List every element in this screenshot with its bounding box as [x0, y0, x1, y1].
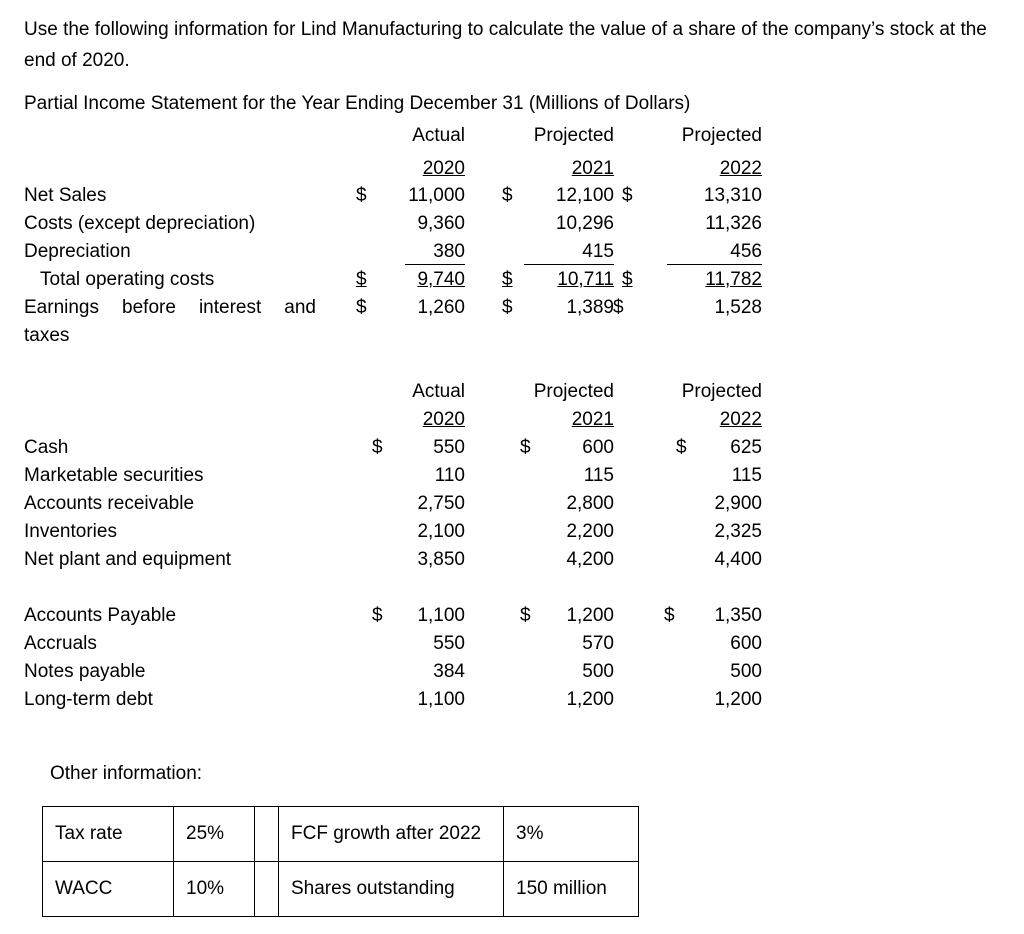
- dollar-sign: $: [676, 437, 687, 458]
- row-label-net-plant: Net plant and equipment: [24, 549, 232, 570]
- total-costs-2020: 9,740: [417, 269, 465, 290]
- notes-2020: 384: [433, 661, 465, 682]
- row-label-total-operating-costs: Total operating costs: [40, 269, 215, 290]
- dollar-sign: $: [520, 605, 531, 626]
- fcf-growth-value: 3%: [504, 807, 639, 862]
- cash-2022: 625: [730, 437, 762, 458]
- dollar-sign: $: [372, 437, 383, 458]
- dollar-sign: $: [356, 269, 367, 290]
- row-label-costs: Costs (except depreciation): [24, 213, 256, 234]
- dollar-sign: $: [520, 437, 531, 458]
- inventories-2020: 2,100: [417, 521, 465, 542]
- income-year-2020: 2020: [422, 158, 465, 179]
- dollar-sign: $: [613, 297, 624, 318]
- net-plant-2020: 3,850: [417, 549, 465, 570]
- cash-2020: 550: [433, 437, 465, 458]
- income-year-2021: 2021: [571, 158, 614, 179]
- tax-rate-value: 25%: [174, 807, 255, 862]
- income-year-2022: 2022: [719, 158, 762, 179]
- row-label-inventories: Inventories: [24, 521, 117, 542]
- balance-year-2022: 2022: [719, 409, 762, 430]
- payable-2021: 1,200: [566, 605, 614, 626]
- dollar-sign: $: [622, 269, 633, 290]
- ebit-2021: 1,389: [566, 297, 614, 318]
- payable-2022: 1,350: [714, 605, 762, 626]
- balance-header-projected-2022: Projected: [681, 381, 762, 402]
- cash-2021: 600: [582, 437, 614, 458]
- costs-2022: 11,326: [705, 213, 762, 234]
- accruals-2021: 570: [582, 633, 614, 654]
- row-label-cash: Cash: [24, 437, 69, 458]
- row-label-net-sales: Net Sales: [24, 185, 107, 206]
- depreciation-2022: 456: [667, 240, 762, 265]
- receivable-2020: 2,750: [417, 493, 465, 514]
- table-row: [43, 862, 639, 917]
- balance-header-actual: Actual: [412, 381, 465, 402]
- income-header-actual: Actual: [412, 125, 465, 146]
- dollar-sign: $: [502, 185, 513, 206]
- dollar-sign: $: [372, 605, 383, 626]
- income-header-projected-2021: Projected: [533, 125, 614, 146]
- dollar-sign: $: [356, 185, 367, 206]
- dollar-sign: $: [502, 269, 513, 290]
- row-label-accounts-payable: Accounts Payable: [24, 605, 177, 626]
- balance-year-2021: 2021: [571, 409, 614, 430]
- shares-value: 150 million: [504, 862, 639, 917]
- total-costs-2021: 10,711: [557, 269, 614, 290]
- row-label-accruals: Accruals: [24, 633, 97, 654]
- table-row: [43, 807, 639, 862]
- costs-2021: 10,296: [555, 213, 614, 234]
- problem-statement: Use the following information for Lind Manufacturing to calculate the value of a share of the company’s stock at the end of 2020.: [24, 19, 987, 71]
- wacc-label: WACC: [43, 862, 174, 917]
- receivable-2021: 2,800: [566, 493, 614, 514]
- notes-2022: 500: [730, 661, 762, 682]
- dollar-sign: $: [664, 605, 675, 626]
- securities-2021: 115: [583, 465, 614, 486]
- dollar-sign: $: [622, 185, 633, 206]
- payable-2020: 1,100: [417, 605, 465, 626]
- securities-2022: 115: [731, 465, 762, 486]
- ebit-2022: 1,528: [714, 297, 762, 318]
- ltd-2020: 1,100: [417, 689, 465, 710]
- ltd-2022: 1,200: [714, 689, 762, 710]
- depreciation-2020: 380: [405, 240, 465, 265]
- row-label-notes-payable: Notes payable: [24, 661, 146, 682]
- costs-2020: 9,360: [417, 213, 465, 234]
- net-plant-2022: 4,400: [714, 549, 762, 570]
- row-label-ebit-cont: taxes: [24, 325, 70, 346]
- row-label-long-term-debt: Long-term debt: [24, 689, 153, 710]
- balance-header-projected-2021: Projected: [533, 381, 614, 402]
- tax-rate-label: Tax rate: [43, 807, 174, 862]
- accruals-2020: 550: [433, 633, 465, 654]
- fcf-growth-label: FCF growth after 2022: [279, 807, 504, 862]
- other-info-table: [42, 806, 639, 917]
- receivable-2022: 2,900: [714, 493, 762, 514]
- net-plant-2021: 4,200: [566, 549, 614, 570]
- balance-year-2020: 2020: [422, 409, 465, 430]
- total-costs-2022: 11,782: [705, 269, 762, 290]
- securities-2020: 110: [434, 465, 465, 486]
- dollar-sign: $: [502, 297, 513, 318]
- income-header-projected-2022: Projected: [681, 125, 762, 146]
- shares-label: Shares outstanding: [279, 862, 504, 917]
- inventories-2021: 2,200: [566, 521, 614, 542]
- dollar-sign: $: [356, 297, 367, 318]
- row-label-depreciation: Depreciation: [24, 241, 131, 262]
- net-sales-2020: 11,000: [408, 185, 465, 206]
- net-sales-2021: 12,100: [555, 185, 614, 206]
- other-info-title: Other information:: [50, 763, 203, 784]
- spacer-cell: [255, 862, 279, 917]
- row-label-accounts-receivable: Accounts receivable: [24, 493, 195, 514]
- inventories-2022: 2,325: [714, 521, 762, 542]
- ltd-2021: 1,200: [566, 689, 614, 710]
- notes-2021: 500: [582, 661, 614, 682]
- depreciation-2021: 415: [524, 240, 614, 265]
- ebit-2020: 1,260: [417, 297, 465, 318]
- spacer-cell: [255, 807, 279, 862]
- row-label-ebit: Earnings before interest and: [24, 297, 316, 318]
- accruals-2022: 600: [730, 633, 762, 654]
- wacc-value: 10%: [174, 862, 255, 917]
- row-label-marketable-securities: Marketable securities: [24, 465, 204, 486]
- income-statement-title: Partial Income Statement for the Year Ending December 31 (Millions of Dollars): [24, 93, 691, 114]
- net-sales-2022: 13,310: [703, 185, 762, 206]
